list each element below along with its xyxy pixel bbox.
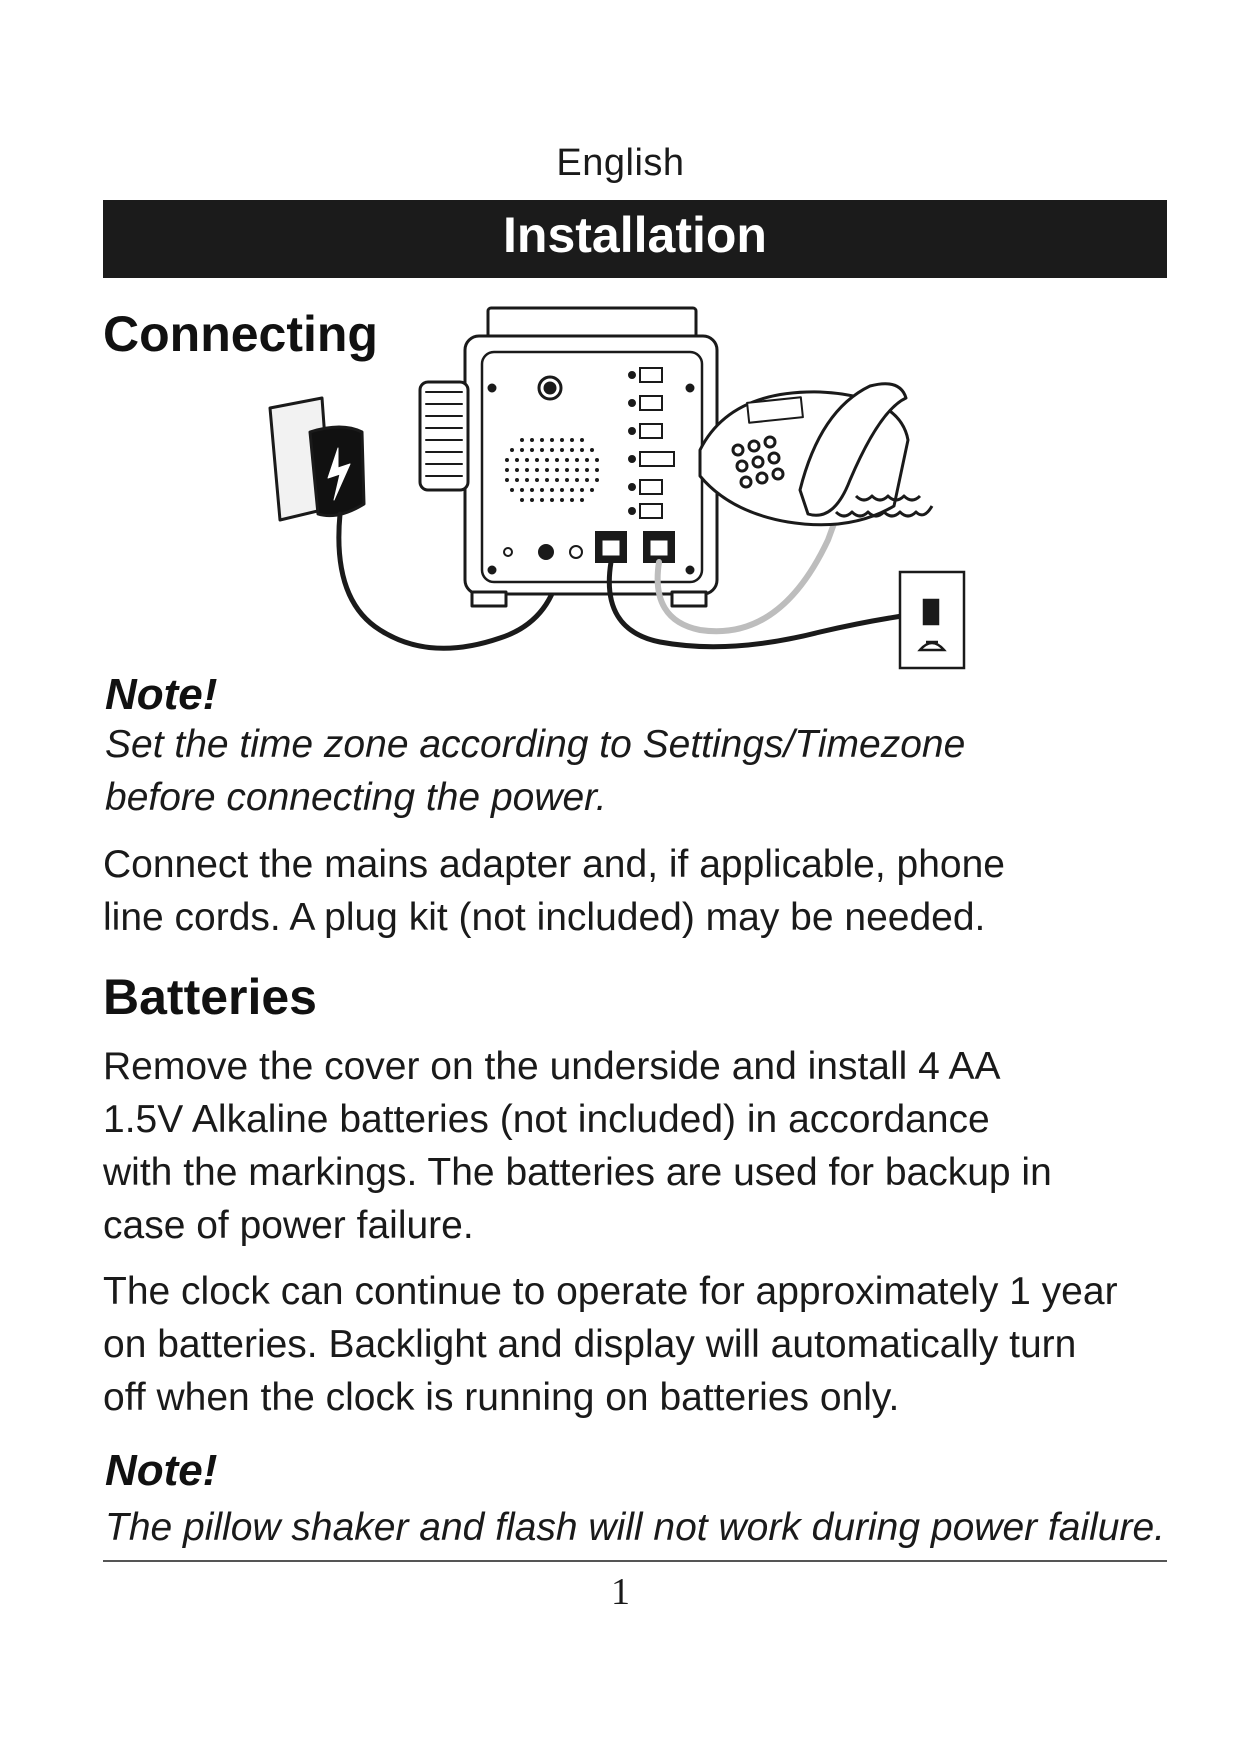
paragraph-line: off when the clock is running on batteries only.: [103, 1376, 900, 1419]
note-line: before connecting the power.: [105, 776, 607, 819]
batteries-paragraph-2: [103, 1265, 1203, 1424]
telephone: [700, 384, 932, 525]
heading-connecting: Connecting: [103, 306, 378, 362]
section-title-bar: [103, 200, 1167, 278]
paragraph-line: case of power failure.: [103, 1204, 474, 1247]
language-label: English: [556, 142, 685, 184]
section-title: Installation: [503, 207, 767, 263]
page-number: 1: [611, 1571, 630, 1613]
note-text-connecting: [105, 718, 1205, 824]
note-text-batteries: The pillow shaker and flash will not work during power failure.: [105, 1506, 1166, 1549]
footer-rule: [103, 1560, 1167, 1562]
paragraph-line: Remove the cover on the underside and install 4 AA: [103, 1045, 1001, 1088]
wall-jack: [900, 572, 964, 668]
paragraph-line: with the markings. The batteries are used for backup in: [103, 1151, 1052, 1194]
note-label-connecting: Note!: [105, 670, 218, 719]
paragraph-line: Connect the mains adapter and, if applicable, phone: [103, 843, 1005, 886]
paragraph-line: line cords. A plug kit (not included) may be needed.: [103, 896, 986, 939]
heading-batteries: Batteries: [103, 969, 317, 1025]
paragraph-line: The clock can continue to operate for approximately 1 year: [103, 1270, 1118, 1313]
batteries-paragraph-1: [103, 1040, 1203, 1252]
note-line: Set the time zone according to Settings/Timezone: [105, 723, 966, 766]
paragraph-line: on batteries. Backlight and display will automatically turn: [103, 1323, 1077, 1366]
connecting-paragraph: [103, 838, 1203, 944]
note-label-batteries: Note!: [105, 1446, 218, 1495]
paragraph-line: 1.5V Alkaline batteries (not included) in accordance: [103, 1098, 990, 1141]
connection-illustration: [260, 300, 1020, 700]
